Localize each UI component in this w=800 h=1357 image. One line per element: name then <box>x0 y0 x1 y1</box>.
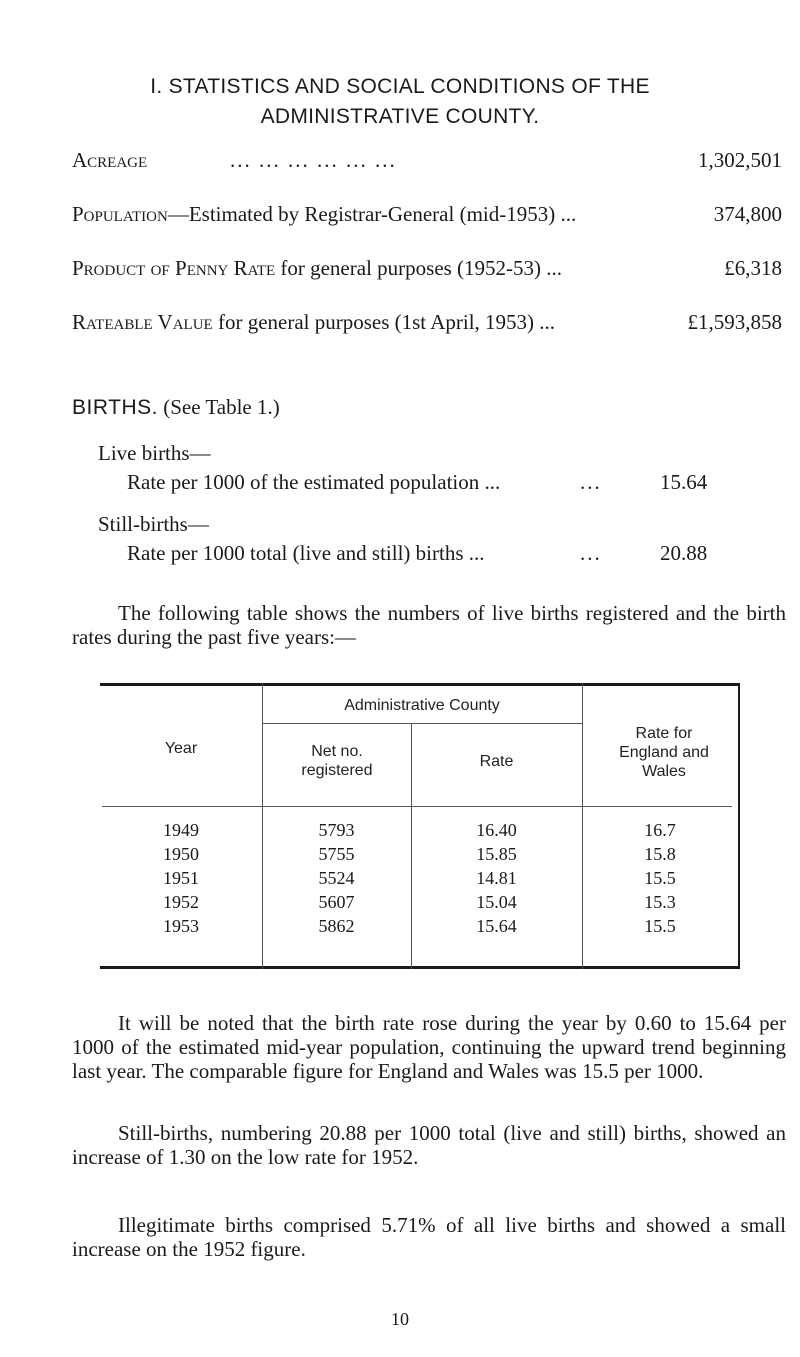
live-births-label: Rate per 1000 of the estimated population ... <box>127 470 501 494</box>
page-number: 10 <box>391 1309 409 1329</box>
still-births-rate: 20.88 <box>660 541 708 565</box>
section-heading-line2: ADMINISTRATIVE COUNTY. <box>260 105 540 128</box>
section-heading-line1: I. STATISTICS AND SOCIAL CONDITIONS OF THE <box>150 75 650 98</box>
stat-acreage <box>72 145 782 175</box>
header-bottom-rule <box>102 806 732 807</box>
table-bottom-rule <box>100 966 740 969</box>
still-births-heading: Still-births— <box>98 512 209 536</box>
col-header-net: Net no. registered <box>301 743 373 779</box>
leader-dots: ... <box>580 541 602 565</box>
leader-dots: ... ... ... ... ... ... <box>230 148 397 172</box>
table-right-rule <box>738 683 740 969</box>
stat-label: Acreage <box>72 148 148 172</box>
stat-label: Product of Penny Rate for general purposes (1952-53) ... <box>72 256 563 280</box>
paragraph-illegitimate: Illegitimate births comprised 5.71% of all live births and showed a small increase on the 1952 figure. <box>72 1213 786 1261</box>
stat-value: 374,800 <box>713 202 782 226</box>
stat-value: £1,593,858 <box>687 310 782 334</box>
leader-dots: ... <box>580 470 602 494</box>
intro-paragraph: The following table shows the numbers of live births registered and the birth rates during the past five years:— <box>72 601 786 649</box>
group-header-admin-county: Administrative County <box>344 697 500 714</box>
group-header-rule <box>262 723 582 724</box>
col-header-rate: Rate <box>479 753 514 770</box>
still-births-label: Rate per 1000 total (live and still) births ... <box>127 541 485 565</box>
births-heading: BIRTHS. (See Table 1.) <box>72 395 280 419</box>
live-births-rate: 15.64 <box>660 470 708 494</box>
births-table: Year Administrative County Net no. registered Rate Rate for England and Wales 1949 5793 16.40 16.7 1950 5755 15.85 15.8 1951 5524 14.81 15.5 1952 5607 15.04 15.3 1953 5862 15.64 15.5 <box>100 683 740 969</box>
stat-penny-rate <box>72 253 782 283</box>
stat-label: Population—Estimated by Registrar-General (mid-1953) ... <box>72 202 577 226</box>
paragraph-still-births: Still-births, numbering 20.88 per 1000 total (live and still) births, showed an increase of 1.30 on the low rate for 1952. <box>72 1121 786 1169</box>
live-births-heading: Live births— <box>98 441 211 465</box>
stat-rateable-value <box>72 307 782 337</box>
stat-value: £6,318 <box>724 256 782 280</box>
col-header-england-wales: Rate for England and Wales <box>619 725 709 780</box>
col-header-year: Year <box>164 740 198 757</box>
stat-value: 1,302,501 <box>698 148 782 172</box>
stat-population <box>72 199 782 229</box>
stat-label: Rateable Value for general purposes (1st April, 1953) ... <box>72 310 556 334</box>
table-top-rule <box>100 683 740 686</box>
paragraph-birth-rate: It will be noted that the birth rate rose during the year by 0.60 to 15.64 per 1000 of the estimated mid-year population, continuing the upward trend beginning last year. The comparable figure for England and Wales was 15.5 per 1000. <box>72 1011 786 1083</box>
